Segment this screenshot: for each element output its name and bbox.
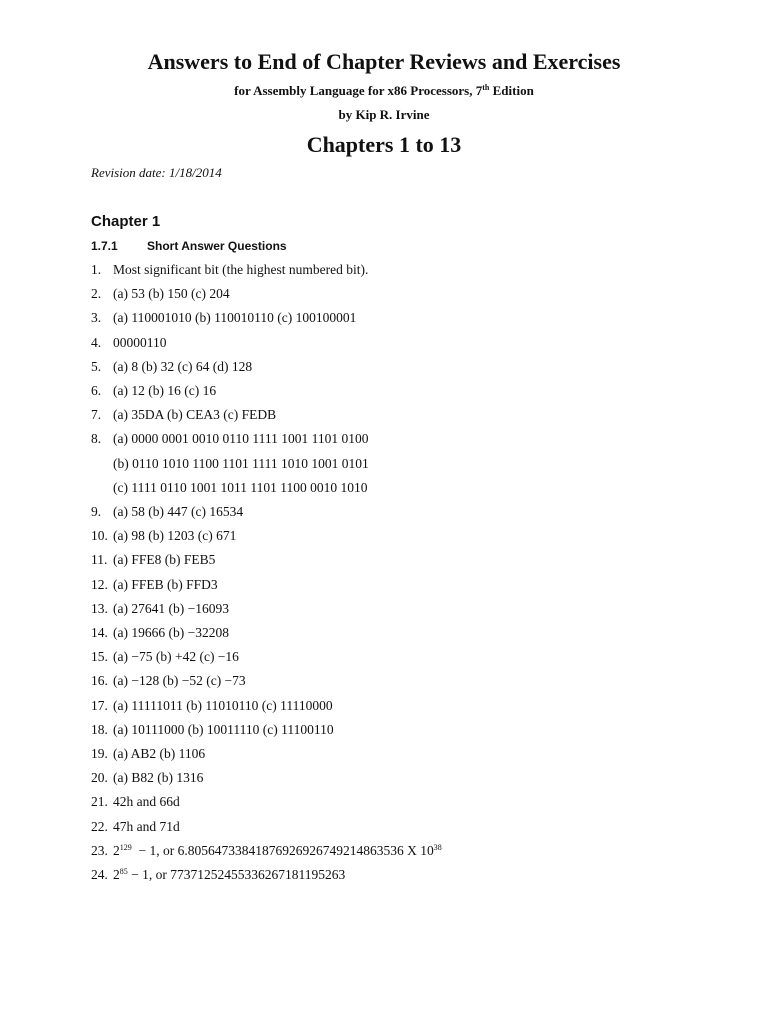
answer-item bbox=[91, 331, 731, 355]
answer-text bbox=[113, 669, 246, 693]
answer-number: 19. bbox=[91, 746, 108, 762]
answer-number: 13. bbox=[91, 600, 108, 616]
answer-number: 22. bbox=[91, 818, 108, 834]
answer-text bbox=[113, 379, 216, 403]
answer-line: (a) 0000 0001 0010 0110 1111 1001 1101 0100 bbox=[113, 431, 369, 447]
answer-line: (a) FFEB (b) FFD3 bbox=[113, 576, 218, 592]
answer-number: 20. bbox=[91, 770, 108, 786]
answer-text bbox=[113, 355, 252, 379]
answer-text bbox=[113, 427, 369, 500]
answer-line: (a) 27641 (b) −16093 bbox=[113, 600, 229, 616]
answer-text bbox=[113, 282, 230, 306]
section-number: 1.7.1 bbox=[91, 239, 118, 253]
answer-text bbox=[113, 766, 203, 790]
answer-item bbox=[91, 742, 731, 766]
answer-line: (a) 11111011 (b) 11010110 (c) 11110000 bbox=[113, 697, 333, 713]
answer-text bbox=[113, 815, 180, 839]
answer-text bbox=[113, 500, 243, 524]
answer-item bbox=[91, 669, 731, 693]
answer-line: (a) −75 (b) +42 (c) −16 bbox=[113, 649, 239, 665]
answer-item bbox=[91, 621, 731, 645]
answer-text bbox=[113, 258, 368, 282]
answer-line: (a) 8 (b) 32 (c) 64 (d) 128 bbox=[113, 358, 253, 374]
answer-exponent: 129 bbox=[119, 842, 132, 852]
answer-text bbox=[113, 621, 229, 645]
answer-line: (a) 110001010 (b) 110010110 (c) 100100001 bbox=[113, 310, 357, 326]
answer-line: 47h and 71d bbox=[113, 818, 180, 834]
answer-item bbox=[91, 500, 731, 524]
answer-line: Most significant bit (the highest numbered bit). bbox=[113, 262, 369, 277]
subtitle-superscript: th bbox=[482, 83, 490, 92]
answer-item bbox=[91, 597, 731, 621]
answer-number: 21. bbox=[91, 794, 108, 810]
answer-text bbox=[113, 331, 167, 355]
answer-line: (b) 0110 1010 1100 1101 1111 1010 1001 0101 bbox=[113, 455, 369, 471]
document-subtitle bbox=[0, 83, 768, 99]
answer-line: (a) 58 (b) 447 (c) 16534 bbox=[113, 504, 244, 520]
answer-item bbox=[91, 573, 731, 597]
answer-number: 17. bbox=[91, 697, 108, 713]
answer-line: 00000110 bbox=[113, 334, 167, 350]
answer-exponent: 38 bbox=[433, 842, 442, 852]
answer-text bbox=[113, 863, 345, 887]
answer-number: 4. bbox=[91, 334, 102, 350]
answer-item bbox=[91, 790, 731, 814]
document-author: by Kip R. Irvine bbox=[338, 107, 430, 122]
answer-line: (c) 1111 0110 1001 1011 1101 1100 0010 1010 bbox=[113, 479, 368, 495]
answer-number: 23. bbox=[91, 842, 108, 858]
answer-list bbox=[91, 258, 731, 887]
answer-text bbox=[113, 524, 236, 548]
answer-number: 7. bbox=[91, 407, 102, 423]
answer-number: 6. bbox=[91, 383, 102, 399]
answer-text bbox=[113, 403, 276, 427]
answer-text bbox=[113, 597, 229, 621]
subtitle-prefix: for Assembly Language for x86 Processors, 7 bbox=[234, 83, 483, 98]
answer-number: 2. bbox=[91, 286, 102, 302]
answer-number: 10. bbox=[91, 528, 108, 544]
answer-text bbox=[113, 694, 333, 718]
answer-item bbox=[91, 403, 731, 427]
answer-item bbox=[91, 815, 731, 839]
answer-line: (a) AB2 (b) 1106 bbox=[113, 746, 206, 762]
answer-number: 14. bbox=[91, 625, 108, 641]
answer-text bbox=[113, 306, 356, 330]
answer-number: 12. bbox=[91, 576, 108, 592]
answer-number: 16. bbox=[91, 673, 108, 689]
answer-item bbox=[91, 427, 731, 500]
answer-item bbox=[91, 645, 731, 669]
answer-text-part: − 1, or 77371252455336267181195263 bbox=[127, 867, 346, 883]
answer-number: 24. bbox=[91, 867, 108, 883]
answer-line: (a) 53 (b) 150 (c) 204 bbox=[113, 286, 230, 302]
answer-number: 5. bbox=[91, 358, 102, 374]
answer-item bbox=[91, 524, 731, 548]
answer-item bbox=[91, 379, 731, 403]
answer-item bbox=[91, 258, 731, 282]
answer-number: 8. bbox=[91, 431, 102, 447]
answer-text-part: 2 bbox=[113, 867, 120, 883]
answer-line: (a) FFE8 (b) FEB5 bbox=[113, 552, 216, 568]
answer-line: (a) 35DA (b) CEA3 (c) FEDB bbox=[113, 407, 277, 423]
answer-number: 1. bbox=[91, 262, 102, 277]
answer-item bbox=[91, 766, 731, 790]
answer-text bbox=[113, 790, 180, 814]
answer-text bbox=[113, 548, 215, 572]
answer-number: 11. bbox=[91, 552, 108, 568]
answer-line: 42h and 66d bbox=[113, 794, 180, 810]
answer-item bbox=[91, 355, 731, 379]
section-title: Short Answer Questions bbox=[147, 239, 287, 253]
answer-line: (a) −128 (b) −52 (c) −73 bbox=[113, 673, 246, 689]
answer-number: 15. bbox=[91, 649, 108, 665]
answer-line: (a) 19666 (b) −32208 bbox=[113, 625, 229, 641]
answer-item bbox=[91, 863, 731, 887]
document-title: Answers to End of Chapter Reviews and Exercises bbox=[147, 49, 621, 74]
answer-text-part: 2 bbox=[113, 842, 120, 858]
answer-line: (a) B82 (b) 1316 bbox=[113, 770, 204, 786]
answer-number: 9. bbox=[91, 504, 102, 520]
answer-number: 18. bbox=[91, 721, 108, 737]
section-heading bbox=[91, 239, 287, 254]
answer-item bbox=[91, 694, 731, 718]
answer-text-part: − 1, or 6.80564733841876926926749214863536 X 10 bbox=[131, 842, 434, 858]
subtitle-suffix: Edition bbox=[489, 83, 534, 98]
answer-exponent: 85 bbox=[119, 867, 128, 877]
answer-text bbox=[113, 645, 239, 669]
revision-date: Revision date: 1/18/2014 bbox=[91, 165, 222, 180]
answer-text bbox=[113, 718, 334, 742]
answer-number: 3. bbox=[91, 310, 102, 326]
answer-item bbox=[91, 306, 731, 330]
answer-text bbox=[113, 573, 218, 597]
chapter-heading: Chapter 1 bbox=[91, 213, 161, 230]
answer-text bbox=[113, 839, 442, 863]
answer-line: (a) 12 (b) 16 (c) 16 bbox=[113, 383, 217, 399]
answer-item bbox=[91, 548, 731, 572]
answer-text bbox=[113, 742, 205, 766]
answer-item bbox=[91, 282, 731, 306]
answer-item bbox=[91, 718, 731, 742]
chapters-range-heading: Chapters 1 to 13 bbox=[306, 132, 462, 157]
answer-item bbox=[91, 839, 731, 863]
answer-line: (a) 10111000 (b) 10011110 (c) 11100110 bbox=[113, 721, 334, 737]
answer-line: (a) 98 (b) 1203 (c) 671 bbox=[113, 528, 237, 544]
